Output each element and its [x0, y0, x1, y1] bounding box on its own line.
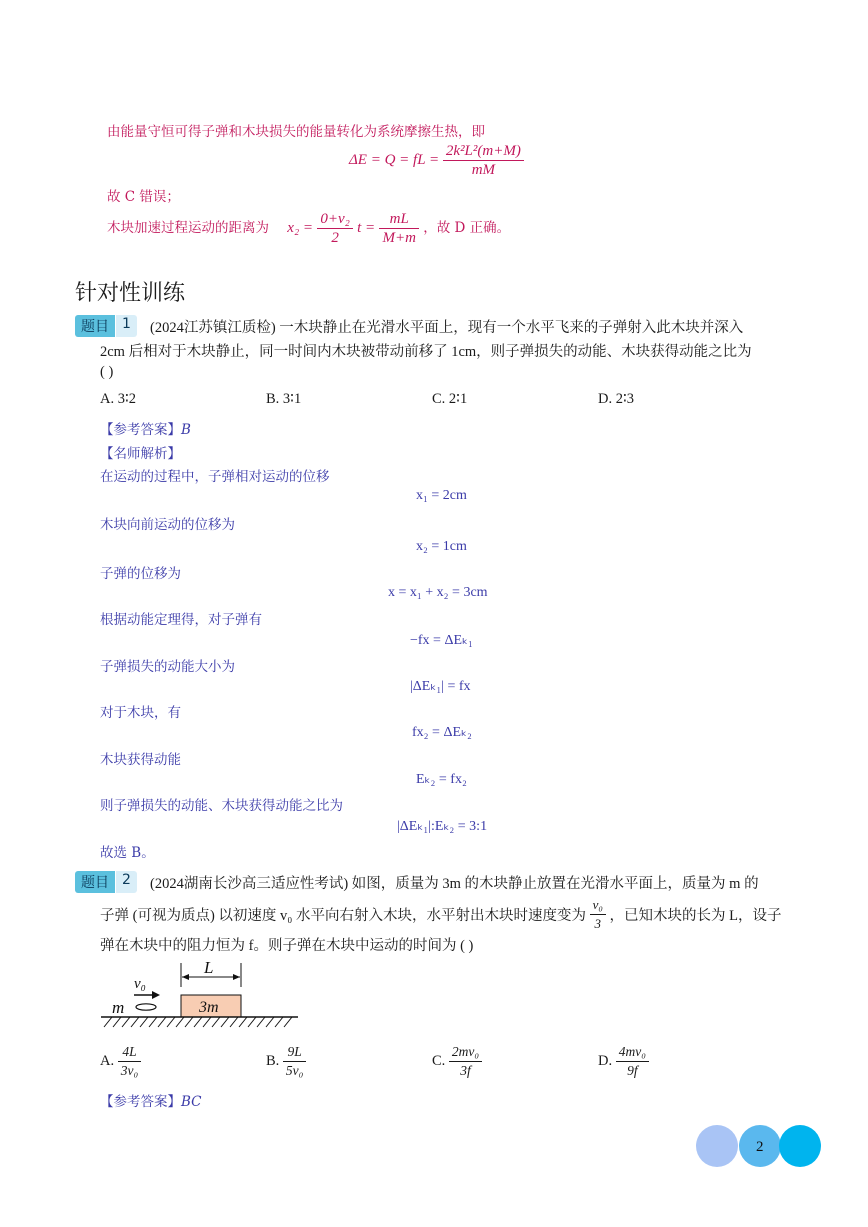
page-number: 2 — [756, 1139, 764, 1155]
q1-stem-line3: ( ) — [100, 364, 114, 380]
figure-label-m: m — [112, 998, 125, 1017]
eq2-fraction1 — [317, 210, 353, 247]
q2-option-b — [266, 1043, 306, 1080]
q2-badge — [75, 871, 137, 893]
q1-answer-label: 【参考答案】 — [100, 422, 181, 438]
figure-label-block: 3m — [199, 999, 219, 1016]
q2-option-d — [598, 1043, 649, 1080]
eq1-lhs: ΔE = Q = fL = — [349, 151, 440, 168]
q1-step7-text: 木块获得动能 — [100, 752, 181, 768]
section-title: 针对性训练 — [75, 281, 186, 306]
q2-option-c-letter: C. — [432, 1053, 446, 1069]
q1-step5-text: 子弹损失的动能大小为 — [100, 659, 235, 675]
q2-option-b-den: 5v₀ — [285, 1063, 304, 1078]
bullet-shape — [136, 1004, 156, 1010]
q1-step2-eq: x₂ = 1cm — [416, 539, 467, 554]
q2-option-a-den: 3v₀ — [120, 1063, 139, 1078]
eq1-numerator: 2k²L²(m+M) — [443, 142, 524, 161]
dimension-arrow-left — [182, 974, 189, 980]
q2-option-b-letter: B. — [266, 1053, 280, 1069]
q1-answer — [100, 418, 191, 438]
q2-option-c-num: 2mv₀ — [449, 1043, 482, 1062]
q2-option-d-letter: D. — [598, 1053, 613, 1069]
ground-hatching — [104, 1017, 292, 1027]
q2-stem-line1: (2024湖南长沙高三适应性考试) 如图，质量为 3m 的木块静止放置在光滑水平面上，质量为 m 的 — [150, 876, 759, 892]
eq1-fraction — [443, 142, 524, 179]
q2-option-b-num: 9L — [283, 1043, 306, 1062]
q1-step5-eq: |ΔEₖ₁| = fx — [410, 679, 471, 694]
q2-option-c — [432, 1043, 482, 1080]
page-circle-1 — [696, 1125, 738, 1167]
q2-figure — [96, 955, 306, 1035]
prev-solution-line2: 故 C 错误； — [107, 189, 180, 205]
figure-label-L: L — [204, 958, 214, 977]
q1-badge — [75, 315, 137, 337]
line3-pre: 木块加速过程运动的距离为 — [107, 220, 269, 236]
q2-option-c-frac — [449, 1043, 482, 1080]
q1-step8-eq: |ΔEₖ₁|:Eₖ₂ = 3:1 — [397, 819, 488, 834]
q2-answer-value: BC — [181, 1094, 202, 1110]
q1-option-d: D. 2∶3 — [598, 391, 634, 407]
q1-step4-text: 根据动能定理得，对子弹有 — [100, 612, 262, 628]
eq2-mid: t = — [357, 220, 376, 236]
prev-solution-line1: 由能量守恒可得子弹和木块损失的能量转化为系统摩擦生热，即 — [107, 124, 485, 140]
q1-step6-eq: fx₂ = ΔEₖ₂ — [412, 725, 472, 740]
dimension-arrow-right — [233, 974, 240, 980]
q1-badge-number: 1 — [115, 315, 137, 337]
q2-stem-line2 — [100, 896, 782, 933]
q2-badge-number: 2 — [115, 871, 137, 893]
q2-option-a-frac — [118, 1043, 141, 1080]
q2-stem-line2-pre: 子弹 (可视为质点) 以初速度 v₀ 水平向右射入木块，水平射出木块时速度变为 — [100, 908, 586, 924]
q2-frac-num: v₀ — [590, 896, 606, 915]
q2-option-d-den: 9f — [627, 1063, 638, 1078]
figure-label-v0: v₀ — [134, 976, 146, 992]
velocity-arrow-head — [152, 991, 160, 999]
q2-frac-den: 3 — [594, 916, 601, 931]
eq2-num2: mL — [379, 210, 418, 229]
q2-stem-line2-post: ，已知木块的长为 L，设子 — [609, 908, 782, 924]
q1-step2-text: 木块向前运动的位移为 — [100, 517, 235, 533]
q1-badge-label: 题目 — [75, 315, 115, 337]
page-number-badge — [694, 1123, 824, 1169]
q2-stem-line3: 弹在木块中的阻力恒为 f。则子弹在木块中运动的时间为 ( ) — [100, 938, 474, 954]
q2-answer — [100, 1090, 202, 1110]
q2-option-a-letter: A. — [100, 1053, 115, 1069]
q1-step3-text: 子弹的位移为 — [100, 566, 181, 582]
q2-option-d-frac — [616, 1043, 649, 1080]
q1-step3-eq: x = x₁ + x₂ = 3cm — [388, 585, 488, 600]
q2-option-d-num: 4mv₀ — [616, 1043, 649, 1062]
eq2-den2: M+m — [382, 230, 416, 246]
eq2-den1: 2 — [331, 230, 339, 246]
q2-option-b-frac — [283, 1043, 306, 1080]
q1-step8-text: 则子弹损失的动能、木块获得动能之比为 — [100, 798, 343, 814]
q2-option-c-den: 3f — [460, 1063, 471, 1078]
eq2-fraction2 — [379, 210, 418, 247]
q1-stem-line1: (2024江苏镇江质检) 一木块静止在光滑水平面上，现有一个水平飞来的子弹射入此木块并深入 — [150, 320, 744, 336]
q2-option-a — [100, 1043, 141, 1080]
q2-option-a-num: 4L — [118, 1043, 141, 1062]
prev-solution-line3 — [107, 210, 510, 247]
prev-solution-eq1 — [349, 142, 524, 179]
q1-option-b: B. 3∶1 — [266, 391, 302, 407]
q1-analysis-label: 【名师解析】 — [100, 446, 181, 462]
q1-step6-text: 对于木块，有 — [100, 705, 181, 721]
eq2-num1: 0+v₂ — [317, 210, 353, 229]
q1-step4-eq: −fx = ΔEₖ₁ — [410, 633, 473, 648]
q2-v0-over-3 — [590, 896, 606, 933]
q1-step7-eq: Eₖ₂ = fx₂ — [416, 772, 467, 787]
page-circle-3 — [779, 1125, 821, 1167]
eq2-x: x₂ = — [287, 220, 314, 236]
line3-post: ，故 D 正确。 — [423, 220, 511, 236]
q1-option-a: A. 3∶2 — [100, 391, 136, 407]
q1-step1-text: 在运动的过程中，子弹相对运动的位移 — [100, 469, 330, 485]
q1-answer-value: B — [181, 422, 191, 438]
q1-conclusion: 故选 B。 — [100, 845, 155, 861]
q1-step1-eq: x₁ = 2cm — [416, 488, 467, 503]
q2-answer-label: 【参考答案】 — [100, 1094, 181, 1110]
eq1-denominator: mM — [471, 162, 496, 178]
q1-option-c: C. 2∶1 — [432, 391, 468, 407]
q2-badge-label: 题目 — [75, 871, 115, 893]
q1-stem-line2: 2cm 后相对于木块静止，同一时间内木块被带动前移了 1cm，则子弹损失的动能、木块获得动能之比为 — [100, 344, 752, 360]
